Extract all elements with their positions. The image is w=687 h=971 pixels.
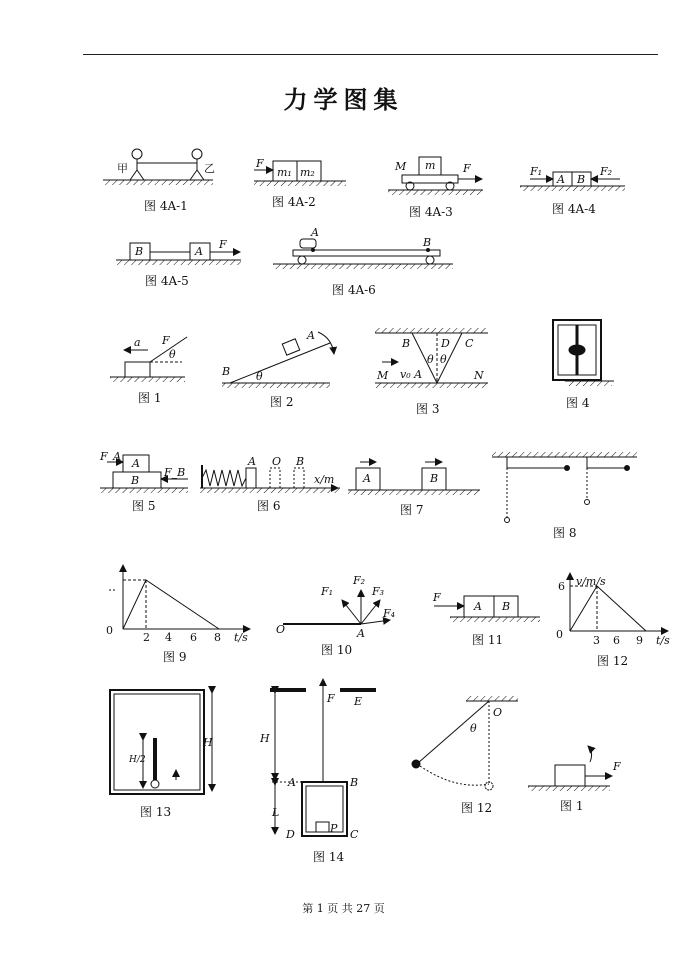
caption-4: 图 4 (566, 396, 590, 410)
caption-4a-2: 图 4A-2 (272, 195, 316, 209)
tick-9-2: 2 (143, 631, 150, 644)
label-f-f11: F (433, 591, 441, 604)
tick-12-3: 3 (593, 634, 600, 647)
label-f4-f10: F₄ (383, 607, 396, 620)
label-M-f3: M (377, 369, 389, 382)
label-f-4a2: F (256, 157, 264, 170)
label-b-4a6: B (423, 236, 432, 249)
label-o-f12b: O (493, 706, 503, 719)
caption-4a-1: 图 4A-1 (144, 199, 188, 213)
label-f2-f10: F₂ (353, 574, 366, 587)
label-f-4a3: F (463, 162, 471, 175)
caption-8: 图 8 (553, 526, 577, 540)
label-a-f7: A (363, 472, 371, 485)
caption-11: 图 11 (472, 633, 504, 647)
label-N-f3: N (474, 369, 484, 382)
caption-1: 图 1 (138, 391, 162, 405)
label-o-f6: O (272, 455, 282, 468)
caption-10: 图 10 (321, 643, 353, 657)
label-a-f10: A (357, 627, 365, 640)
label-A-f2: A (307, 329, 315, 342)
caption-5: 图 5 (132, 499, 156, 513)
label-theta-f1: θ (169, 348, 176, 361)
label-p-f14: P (330, 822, 338, 835)
label-M-4a3: M (395, 160, 407, 173)
ytick-12-6: 6 (558, 580, 565, 593)
fig-12-pendulum (412, 696, 518, 790)
caption-2: 图 2 (270, 395, 294, 409)
label-F-f1: F (162, 334, 170, 347)
caption-9: 图 9 (163, 650, 187, 664)
label-m2: m₂ (300, 166, 315, 179)
label-b-f11: B (502, 600, 511, 613)
caption-4a-5: 图 4A-5 (145, 274, 189, 288)
caption-4a-4: 图 4A-4 (552, 202, 596, 216)
label-theta-f2: θ (256, 370, 263, 383)
label-C-f3: C (465, 337, 474, 350)
caption-3: 图 3 (416, 402, 440, 416)
label-b-f6: B (296, 455, 305, 468)
label-fa-f5: F_A (100, 450, 122, 463)
tick-9-8: 8 (214, 631, 221, 644)
fig-13 (110, 690, 212, 794)
tick-9-0: 0 (106, 624, 113, 637)
label-theta-f3b: θ (440, 353, 447, 366)
xlabel-9: t/s (234, 631, 248, 644)
label-a-f5: A (132, 457, 140, 470)
label-a-4a5: A (195, 245, 203, 258)
caption-6: 图 6 (257, 499, 281, 513)
ylabel-12: v/m/s (576, 575, 606, 588)
caption-7: 图 7 (400, 503, 424, 517)
caption-12-pendulum: 图 12 (461, 801, 493, 815)
label-theta-f12b: θ (470, 722, 477, 735)
label-B-f2: B (222, 365, 231, 378)
fig-2 (222, 332, 334, 388)
tick-12-6: 6 (613, 634, 620, 647)
label-h2-f13: H/2 (129, 755, 146, 765)
label-f-f14: F (327, 692, 335, 705)
label-c-f14: C (350, 828, 359, 841)
label-b-f7: B (430, 472, 439, 485)
label-fb-f5: F_B (164, 466, 186, 479)
label-a-f14: A (288, 776, 296, 789)
caption-4a-3: 图 4A-3 (409, 205, 453, 219)
caption-14: 图 14 (313, 850, 345, 864)
label-o-f10: O (276, 623, 286, 636)
tick-12-9: 9 (636, 634, 643, 647)
label-l-f14: L (272, 806, 280, 819)
fig-9 (109, 565, 250, 629)
page-footer: 第 1 页 共 27 页 (302, 902, 385, 915)
label-b-f5: B (131, 474, 140, 487)
label-v0a-f3: v₀ A (400, 368, 423, 381)
caption-13: 图 13 (140, 805, 172, 819)
tick-12-0: 0 (556, 628, 563, 641)
label-xm-f6: x/m (314, 473, 335, 486)
label-f2-4a4: F₂ (600, 165, 613, 178)
label-h-f14: H (260, 732, 270, 745)
label-b-f14: B (350, 776, 359, 789)
label-m1: m₁ (277, 166, 292, 179)
label-a-4a6: A (311, 226, 319, 239)
label-e-f14: E (354, 695, 363, 708)
tick-9-4: 4 (165, 631, 172, 644)
label-b-4a4: B (577, 173, 586, 186)
label-h-f13: H (203, 736, 213, 749)
caption-1-right: 图 1 (560, 799, 584, 813)
label-f1-f10: F₁ (321, 585, 334, 598)
label-jia: 甲 (117, 162, 128, 175)
xlabel-12: t/s (656, 634, 670, 647)
caption-12: 图 12 (597, 654, 629, 668)
label-d-f14: D (286, 828, 295, 841)
fig-1-right (528, 746, 612, 791)
label-m-4a3: m (425, 159, 436, 172)
label-a-f1: a (134, 336, 141, 349)
label-a-4a4: A (557, 173, 565, 186)
page-title: 力学图集 (283, 86, 404, 114)
fig-4 (553, 320, 614, 386)
label-f3-f10: F₃ (372, 585, 385, 598)
label-theta-f3a: θ (427, 353, 434, 366)
label-yi: 乙 (204, 162, 215, 175)
label-f1-4a4: F₁ (530, 165, 543, 178)
label-a-f11: A (474, 600, 482, 613)
label-B-f3: B (402, 337, 411, 350)
label-f-4a5: F (219, 238, 227, 251)
label-D-f3: D (441, 337, 450, 350)
caption-4a-6: 图 4A-6 (332, 283, 376, 297)
fig-8 (492, 452, 637, 523)
fig-11 (434, 596, 540, 622)
tick-9-6: 6 (190, 631, 197, 644)
label-b-4a5: B (135, 245, 144, 258)
label-a-f6: A (248, 455, 256, 468)
label-f-f1b: F (613, 760, 621, 773)
